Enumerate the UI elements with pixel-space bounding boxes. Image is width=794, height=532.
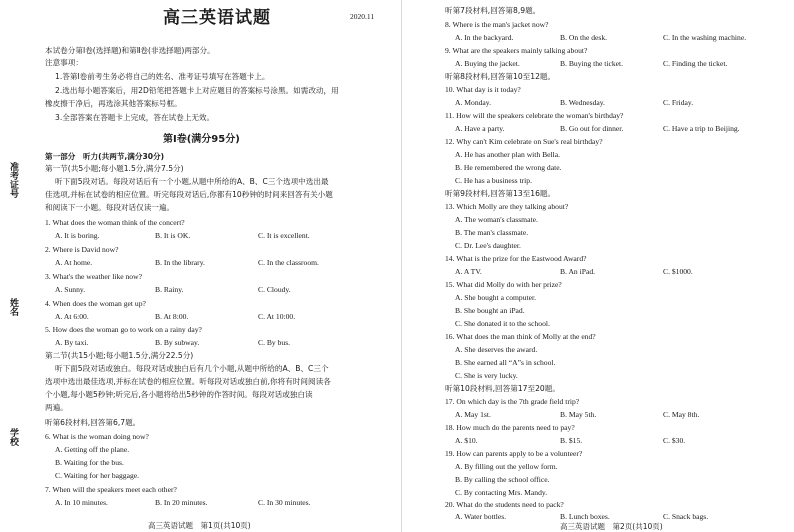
answer-option: C. In the classroom. [258,258,319,267]
question-text: 1. What does the woman think of the concert? [45,218,185,227]
answer-option: B. Wednesday. [560,98,605,107]
answer-option: C. At 10:00. [258,312,296,321]
answer-option: C. In the washing machine. [663,33,747,42]
exam-number-label: 准考证号 [9,162,19,198]
instruction-line: 听下面5段对话或独白。每段对话或独白后有几个小题,从题中所给的A、B、C三个 [55,364,329,373]
answer-option: A. At 6:00. [55,312,89,321]
question-text: 17. On which day is the 7th grade field trip? [445,397,580,406]
instruction-line: 个小题,每小题5秒钟;听完后,各小题将给出5秒钟的作答时间。每段对话或独白读 [45,390,313,399]
answer-option: C. Finding the ticket. [663,59,728,68]
answer-option: B. The man's classmate. [455,228,529,237]
answer-option: B. In 20 minutes. [155,498,208,507]
answer-option: A. Water bottles. [455,512,507,521]
material-heading: 听第7段材料,回答第8,9题。 [445,6,541,15]
page-footer: 高三英语试题 第2页(共10页) [560,522,663,531]
material-heading: 听第9段材料,回答第13至16题。 [445,189,556,198]
answer-option: B. He remembered the wrong date. [455,163,562,172]
exam-date: 2020.11 [350,12,375,21]
answer-option: A. In the backyard. [455,33,514,42]
answer-option: A. $10. [455,436,478,445]
answer-option: B. May 5th. [560,410,597,419]
question-text: 20. What do the students need to pack? [445,500,564,509]
answer-option: C. $1000. [663,267,693,276]
answer-option: B. In the library. [155,258,205,267]
answer-option: B. Buying the ticket. [560,59,624,68]
answer-option: B. By calling the school office. [455,475,550,484]
answer-option: B. Go out for dinner. [560,124,624,133]
section-heading: 第二节(共15小题;每小题1.5分,满分22.5分) [45,351,194,360]
answer-option: C. She donated it to the school. [455,319,550,328]
instruction-line: 佳选项,并标在试卷的相应位置。听完每段对话后,你都有10秒钟的时间来回答有关小题 [45,190,333,199]
question-text: 10. What day is it today? [445,85,521,94]
question-text: 16. What does the man think of Molly at the end? [445,332,596,341]
material-heading: 听第10段材料,回答第17至20题。 [445,384,560,393]
material-heading: 听第8段材料,回答第10至12题。 [445,72,556,81]
answer-option: A. The woman's classmate. [455,215,538,224]
intro-line: 2.选出每小题答案后，用2D铅笔把答题卡上对应题目的答案标号涂黑。如需改动，用 [55,86,339,95]
answer-option: B. By subway. [155,338,200,347]
answer-option: C. May 8th. [663,410,700,419]
answer-option: B. Waiting for the bus. [55,458,124,467]
answer-option: A. Have a party. [455,124,505,133]
answer-option: C. Dr. Lee's daughter. [455,241,521,250]
question-text: 14. What is the prize for the Eastwood Award? [445,254,587,263]
question-text: 9. What are the speakers mainly talking about? [445,46,588,55]
answer-option: A. Monday. [455,98,491,107]
answer-option: B. On the desk. [560,33,608,42]
question-text: 4. When does the woman get up? [45,299,146,308]
answer-option: A. By filling out the yellow form. [455,462,558,471]
answer-option: C. Waiting for her baggage. [55,471,140,480]
volume-title: 第Ⅰ卷(满分95分) [163,134,240,145]
exam-title: 高三英语试题 [163,8,271,28]
exam-page-2 [405,0,794,532]
question-text: 2. Where is David now? [45,245,119,254]
question-text: 5. How does the woman go to work on a rainy day? [45,325,202,334]
question-text: 6. What is the woman doing now? [45,432,149,441]
material-heading: 听第6段材料,回答第6,7题。 [45,418,141,427]
intro-line: 3.全部答案在答题卡上完成，答在试卷上无效。 [55,113,215,122]
answer-option: A. It is boring. [55,231,100,240]
question-text: 18. How much do the parents need to pay? [445,423,575,432]
instruction-line: 和阅读下一小题。每段对话仅读一遍。 [45,203,175,212]
answer-option: A. He has another plan with Bella. [455,150,561,159]
answer-option: A. In 10 minutes. [55,498,108,507]
answer-option: A. A TV. [455,267,482,276]
question-text: 11. How will the speakers celebrate the woman's birthday? [445,111,624,120]
intro-line: 本试卷分第Ⅰ卷(选择题)和第Ⅱ卷(非选择题)两部分。 [45,46,215,55]
intro-line: 注意事项： [45,58,83,67]
answer-option: A. She deserves the award. [455,345,538,354]
question-text: 15. What did Molly do with her prize? [445,280,562,289]
question-text: 13. Which Molly are they talking about? [445,202,569,211]
answer-option: A. At home. [55,258,93,267]
intro-line: 1.答第Ⅰ卷前考生务必将自己的姓名、准考证号填写在答题卡上。 [55,72,270,81]
school-label: 学校 [9,428,19,446]
answer-option: C. By contacting Mrs. Mandy. [455,488,548,497]
answer-option: A. Sunny. [55,285,86,294]
question-text: 7. When will the speakers meet each other? [45,485,177,494]
answer-option: C. Friday. [663,98,694,107]
answer-option: A. By taxi. [55,338,89,347]
answer-option: A. May 1st. [455,410,491,419]
answer-option: B. $15. [560,436,583,445]
name-label: 姓名 [9,298,19,316]
answer-option: C. $30. [663,436,686,445]
intro-line: 橡皮擦干净后，再选涂其他答案标号框。 [45,99,182,108]
answer-option: B. Rainy. [155,285,184,294]
answer-option: B. She earned all “A”s in school. [455,358,556,367]
question-text: 19. How can parents apply to be a volunteer? [445,449,583,458]
answer-option: B. An iPad. [560,267,596,276]
answer-option: C. It is excellent. [258,231,310,240]
question-text: 8. Where is the man's jacket now? [445,20,549,29]
answer-option: C. In 30 minutes. [258,498,311,507]
answer-option: B. It is OK. [155,231,191,240]
part-heading: 第一部分 听力(共两节,满分30分) [45,152,165,161]
instruction-line: 两遍。 [45,403,68,412]
page-divider [401,0,402,532]
page-footer: 高三英语试题 第1页(共10页) [148,521,251,530]
answer-option: C. She is very lucky. [455,371,518,380]
binding-margin [0,0,34,532]
answer-option: A. Buying the jacket. [455,59,520,68]
answer-option: C. Cloudy. [258,285,291,294]
answer-option: C. He has a business trip. [455,176,532,185]
instruction-line: 选项中选出最佳选项,并标在试卷的相应位置。听每段对话或独白前,你将有时间阅读各 [45,377,331,386]
answer-option: C. By bus. [258,338,291,347]
question-text: 3. What's the weather like now? [45,272,142,281]
answer-option: C. Snack bags. [663,512,709,521]
section-heading: 第一节(共5小题;每小题1.5分,满分7.5分) [45,164,184,173]
instruction-line: 听下面5段对话。每段对话后有一个小题,从题中所给的A、B、C三个选项中选出最 [55,177,329,186]
answer-option: C. Have a trip to Beijing. [663,124,740,133]
answer-option: B. She bought an iPad. [455,306,525,315]
question-text: 12. Why can't Kim celebrate on Sue's real birthday? [445,137,603,146]
answer-option: A. She bought a computer. [455,293,536,302]
answer-option: A. Getting off the plane. [55,445,130,454]
answer-option: B. At 8:00. [155,312,189,321]
answer-option: B. Lunch boxes. [560,512,610,521]
